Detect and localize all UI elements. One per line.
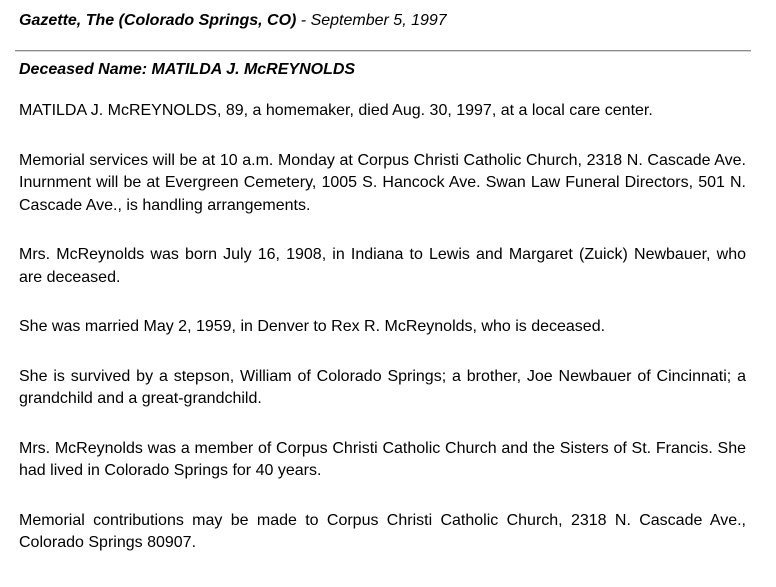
obituary-paragraph: Mrs. McReynolds was a member of Corpus Christi Catholic Church and the Sisters of St. Francis. She had lived in Colorado Springs for 40 years. — [19, 439, 746, 479]
obituary-paragraph: MATILDA J. McREYNOLDS, 89, a homemaker, died Aug. 30, 1997, at a local care center. — [19, 102, 653, 119]
header-divider — [15, 50, 751, 51]
deceased-name-line — [19, 59, 355, 81]
obituary-paragraph: Mrs. McReynolds was born July 16, 1908, in Indiana to Lewis and Margaret (Zuick) Newbauer, who are deceased. — [19, 246, 746, 286]
deceased-name-label: Deceased Name: — [19, 61, 152, 78]
obituary-paragraph: Memorial services will be at 10 a.m. Monday at Corpus Christi Catholic Church, 2318 N. Cascade Ave. Inurnment will be at Evergreen Cemetery, 1005 S. Hancock Ave. Swan Law Funeral Directors, 501 N. Cascade Ave., is handling arrangements. — [19, 151, 746, 214]
obituary-body — [19, 100, 746, 582]
obituary-paragraph: She was married May 2, 1959, in Denver to Rex R. McReynolds, who is deceased. — [19, 318, 606, 335]
obituary-paragraph: Memorial contributions may be made to Corpus Christi Catholic Church, 2318 N. Cascade Ave., Colorado Springs 80907. — [19, 511, 746, 551]
obituary-paragraph: She is survived by a stepson, William of Colorado Springs; a brother, Joe Newbauer of Cincinnati; a grandchild and a great-grandchild. — [19, 367, 746, 407]
deceased-name: MATILDA J. McREYNOLDS — [151, 61, 356, 78]
publication-source: Gazette, The (Colorado Springs, CO) — [19, 12, 297, 29]
header-separator: - — [296, 12, 311, 29]
publication-header — [19, 10, 447, 32]
publication-date: September 5, 1997 — [310, 12, 447, 29]
